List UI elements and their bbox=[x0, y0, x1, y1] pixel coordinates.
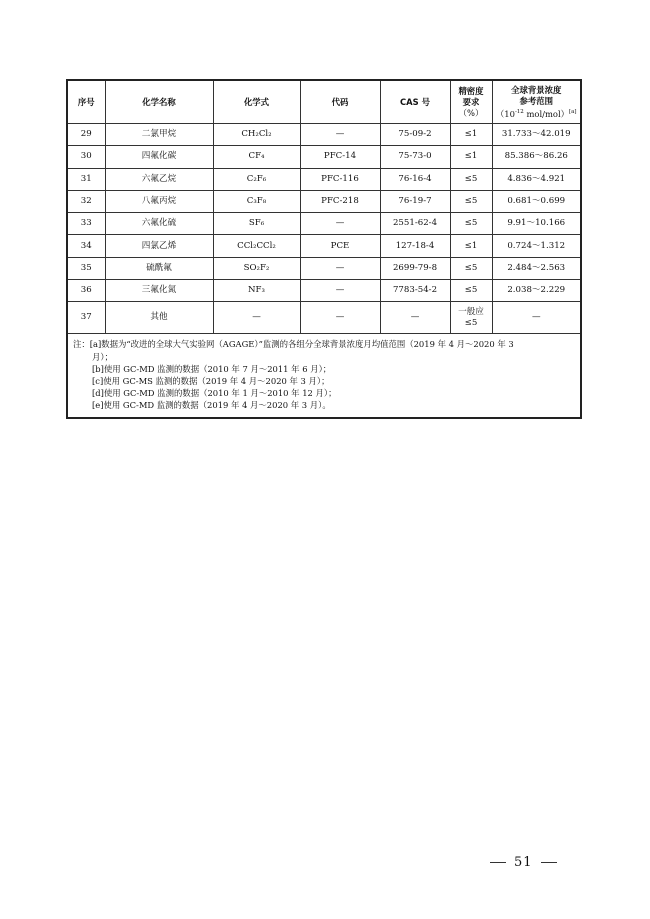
cell-name: 六氟化硫 bbox=[105, 213, 213, 235]
header-precision-line3: （%） bbox=[458, 107, 484, 118]
cell-seq: 36 bbox=[67, 280, 105, 302]
cell-code: PFC-14 bbox=[300, 146, 380, 168]
table-row bbox=[67, 235, 581, 257]
table-header-row bbox=[67, 80, 581, 124]
cell-formula: CF₄ bbox=[213, 146, 300, 168]
cell-name: 四氯乙烯 bbox=[105, 235, 213, 257]
cell-name: 八氟丙烷 bbox=[105, 190, 213, 212]
cell-cas: 7783-54-2 bbox=[380, 280, 450, 302]
cell-seq: 29 bbox=[67, 124, 105, 146]
cell-cas: 2551-62-4 bbox=[380, 213, 450, 235]
cell-range: 31.733～42.019 bbox=[492, 124, 581, 146]
cell-code: — bbox=[300, 213, 380, 235]
cell-formula: SO₂F₂ bbox=[213, 257, 300, 279]
cell-code: — bbox=[300, 257, 380, 279]
cell-range: 0.681～0.699 bbox=[492, 190, 581, 212]
cell-code: — bbox=[300, 302, 380, 334]
note-a-cont: 月）； bbox=[92, 351, 113, 362]
table-row bbox=[67, 124, 581, 146]
header-formula: 化学式 bbox=[213, 80, 300, 124]
header-conc-unit-exp: -12 bbox=[514, 108, 524, 115]
table-notes-row bbox=[67, 334, 581, 418]
header-name: 化学名称 bbox=[105, 80, 213, 124]
cell-seq: 37 bbox=[67, 302, 105, 334]
cell-precision: ≤5 bbox=[450, 280, 492, 302]
table-row bbox=[67, 257, 581, 279]
page-number-dash-left bbox=[490, 862, 506, 863]
cell-seq: 31 bbox=[67, 168, 105, 190]
header-seq: 序号 bbox=[67, 80, 105, 124]
cell-name: 硫酰氟 bbox=[105, 257, 213, 279]
table-row bbox=[67, 213, 581, 235]
cell-formula: CH₂Cl₂ bbox=[213, 124, 300, 146]
header-precision-line2: 要求 bbox=[462, 96, 480, 107]
cell-precision: ≤5 bbox=[450, 168, 492, 190]
cell-cas: 75-73-0 bbox=[380, 146, 450, 168]
header-concentration bbox=[492, 80, 581, 124]
chemical-reference-table bbox=[66, 79, 582, 419]
cell-precision-line1: 一般应 bbox=[458, 306, 484, 317]
cell-formula: NF₃ bbox=[213, 280, 300, 302]
cell-name: 三氟化氮 bbox=[105, 280, 213, 302]
cell-range: 4.836～4.921 bbox=[492, 168, 581, 190]
header-conc-unit-a: （10 bbox=[495, 108, 515, 119]
cell-precision-line2: ≤5 bbox=[464, 317, 478, 328]
cell-range: 85.386～86.26 bbox=[492, 146, 581, 168]
header-conc-unit-b: mol/mol） bbox=[523, 108, 569, 119]
cell-name: 其他 bbox=[105, 302, 213, 334]
cell-precision: ≤1 bbox=[450, 124, 492, 146]
cell-range: 9.91～10.166 bbox=[492, 213, 581, 235]
header-cas: CAS 号 bbox=[380, 80, 450, 124]
header-conc-line3 bbox=[495, 107, 579, 120]
cell-seq: 33 bbox=[67, 213, 105, 235]
header-conc-ref: [a] bbox=[569, 108, 577, 115]
cell-precision: ≤5 bbox=[450, 213, 492, 235]
cell-code: PFC-218 bbox=[300, 190, 380, 212]
cell-formula: C₃F₈ bbox=[213, 190, 300, 212]
cell-code: — bbox=[300, 124, 380, 146]
note-a: 注：[a]数据为“改进的全球大气实验网（AGAGE）”监测的各组分全球背景浓度月均值范围（2019 年 4 月～2020 年 3 bbox=[73, 339, 514, 350]
cell-name: 二氯甲烷 bbox=[105, 124, 213, 146]
table-row bbox=[67, 280, 581, 302]
cell-cas: 2699-79-8 bbox=[380, 257, 450, 279]
cell-precision: ≤1 bbox=[450, 235, 492, 257]
cell-range: 2.038～2.229 bbox=[492, 280, 581, 302]
cell-precision bbox=[450, 302, 492, 334]
table-row bbox=[67, 168, 581, 190]
cell-cas: 76-16-4 bbox=[380, 168, 450, 190]
cell-cas: — bbox=[380, 302, 450, 334]
page-number bbox=[482, 855, 565, 870]
cell-formula: CCl₂CCl₂ bbox=[213, 235, 300, 257]
note-c: [c]使用 GC-MS 监测的数据（2019 年 4 月～2020 年 3 月）； bbox=[92, 375, 330, 386]
table-row-other bbox=[67, 302, 581, 334]
cell-precision: ≤1 bbox=[450, 146, 492, 168]
page-number-dash-right bbox=[541, 862, 557, 863]
cell-name: 六氟乙烷 bbox=[105, 168, 213, 190]
cell-code: PCE bbox=[300, 235, 380, 257]
table-row bbox=[67, 190, 581, 212]
table-row bbox=[67, 146, 581, 168]
cell-cas: 76-19-7 bbox=[380, 190, 450, 212]
cell-seq: 30 bbox=[67, 146, 105, 168]
note-e: [e]使用 GC-MD 监测的数据（2019 年 4 月～2020 年 3 月）。 bbox=[92, 400, 331, 411]
cell-precision: ≤5 bbox=[450, 190, 492, 212]
note-b: [b]使用 GC-MD 监测的数据（2010 年 7 月～2011 年 6 月）； bbox=[92, 363, 332, 374]
header-conc-line2: 参考范围 bbox=[519, 95, 553, 106]
page-number-value: 51 bbox=[514, 855, 533, 870]
cell-range: 2.484～2.563 bbox=[492, 257, 581, 279]
header-precision-line1: 精密度 bbox=[458, 85, 484, 96]
cell-cas: 75-09-2 bbox=[380, 124, 450, 146]
header-code: 代码 bbox=[300, 80, 380, 124]
cell-code: PFC-116 bbox=[300, 168, 380, 190]
cell-seq: 34 bbox=[67, 235, 105, 257]
cell-precision: ≤5 bbox=[450, 257, 492, 279]
cell-code: — bbox=[300, 280, 380, 302]
cell-formula: — bbox=[213, 302, 300, 334]
cell-cas: 127-18-4 bbox=[380, 235, 450, 257]
cell-range: 0.724～1.312 bbox=[492, 235, 581, 257]
table-notes bbox=[67, 334, 581, 418]
cell-name: 四氟化碳 bbox=[105, 146, 213, 168]
cell-formula: C₂F₆ bbox=[213, 168, 300, 190]
header-precision bbox=[450, 80, 492, 124]
cell-formula: SF₆ bbox=[213, 213, 300, 235]
cell-seq: 35 bbox=[67, 257, 105, 279]
header-conc-line1: 全球背景浓度 bbox=[511, 84, 562, 95]
cell-range: — bbox=[492, 302, 581, 334]
note-d: [d]使用 GC-MD 监测的数据（2010 年 1 月～2010 年 12 月）； bbox=[92, 388, 337, 399]
cell-seq: 32 bbox=[67, 190, 105, 212]
